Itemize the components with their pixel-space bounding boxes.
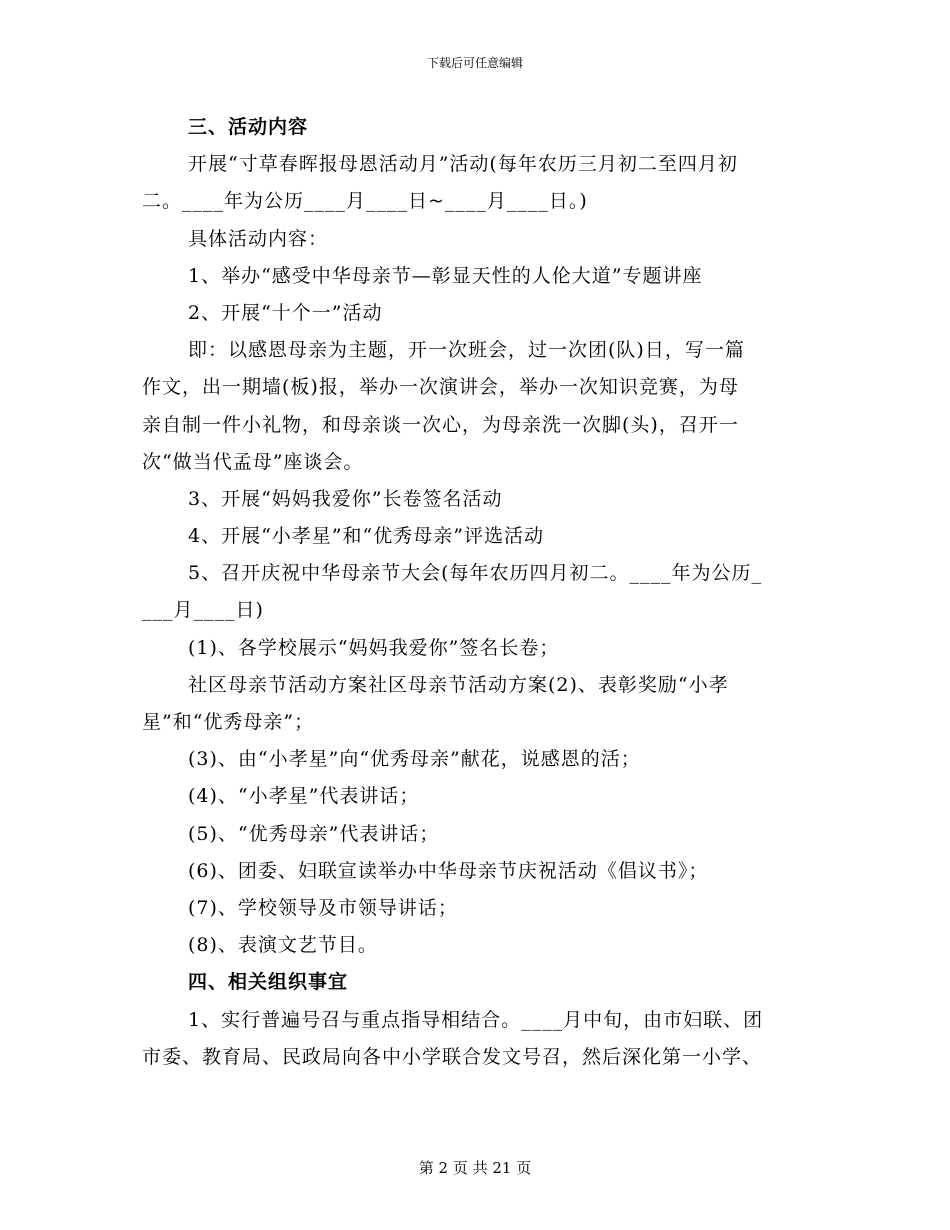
text-line: ___月____日) xyxy=(142,599,264,622)
text-line: 1、举办“感受中华母亲节—彰显天性的人伦大道”专题讲座 xyxy=(188,264,703,287)
text-line: (5)、“优秀母亲”代表讲话； xyxy=(188,822,440,845)
text-line: (8)、表演文艺节目。 xyxy=(188,934,378,957)
section-heading: 四、相关组织事宜 xyxy=(188,971,349,994)
text-line: 次“做当代孟母”座谈会。 xyxy=(142,450,364,473)
page-footer: 第 2 页 共 21 页 xyxy=(418,1159,532,1177)
text-line: 3、开展“妈妈我爱你”长卷签名活动 xyxy=(188,487,503,510)
page-header: 下载后可任意编辑 xyxy=(426,56,523,70)
text-line: (3)、由“小孝星”向“优秀母亲”献花，说感恩的活； xyxy=(188,748,641,771)
text-line: (7)、学校领导及市领导讲话； xyxy=(188,896,458,919)
text-line: 4、开展“小孝星”和“优秀母亲”评选活动 xyxy=(188,525,544,548)
text-line: 即：以感恩母亲为主题，开一次班会，过一次团(队)日，写一篇 xyxy=(188,339,745,362)
text-line: 亲自制一件小礼物，和母亲谈一次心，为母亲洗一次脚(头)，召开一 xyxy=(142,413,739,436)
text-line: 具体活动内容： xyxy=(188,227,329,250)
text-line: (4)、“小孝星”代表讲话； xyxy=(188,785,420,808)
text-line: 二。____年为公历____月____日~____月____日。) xyxy=(142,190,588,213)
section-heading: 三、活动内容 xyxy=(188,116,309,138)
text-line: 2、开展“十个一”活动 xyxy=(188,301,383,324)
text-line: (6)、团委、妇联宣读举办中华母亲节庆祝活动《倡议书》； xyxy=(188,859,709,882)
text-line: 开展“寸草春晖报母恩活动月”活动(每年农历三月初二至四月初 xyxy=(188,153,738,176)
document-body xyxy=(142,109,808,1076)
text-line: 5、召开庆祝中华母亲节大会(每年农历四月初二。____年为公历_ xyxy=(188,562,763,585)
text-line: (1)、各学校展示“妈妈我爱你”签名长卷； xyxy=(188,636,560,659)
text-line: 星”和“优秀母亲”； xyxy=(142,711,315,733)
text-line: 作文，出一期墙(板)报，举办一次演讲会，举办一次知识竞赛，为母 xyxy=(142,376,739,399)
text-line: 市委、教育局、民政局向各中小学联合发文号召，然后深化第一小学、 xyxy=(142,1045,763,1068)
text-line: 1、实行普遍号召与重点指导相结合。____月中旬，由市妇联、团 xyxy=(188,1008,764,1031)
text-line: 社区母亲节活动方案社区母亲节活动方案(2)、表彰奖励“小孝 xyxy=(188,673,729,696)
